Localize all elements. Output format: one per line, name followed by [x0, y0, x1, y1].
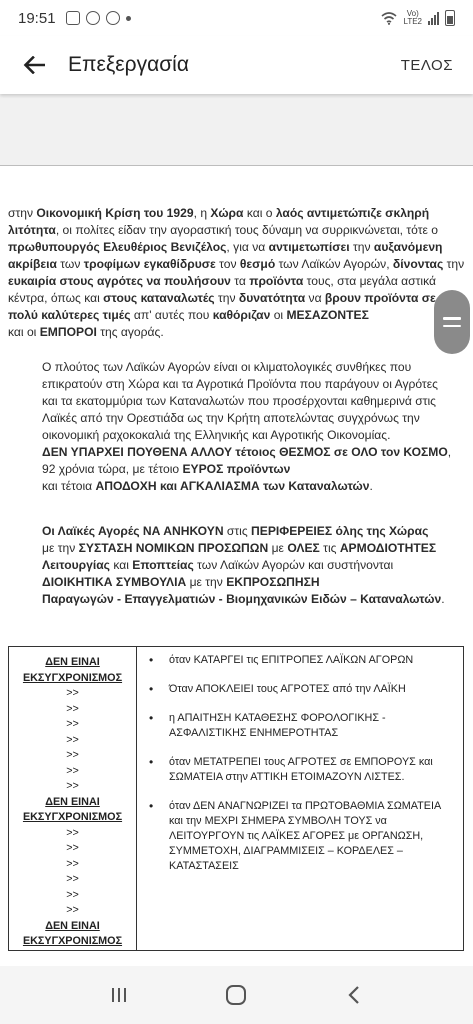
ditto-mark: >> — [66, 904, 79, 916]
condition-item: • η ΑΠΑΙΤΗΣΗ ΚΑΤΑΘΕΣΗΣ ΦΟΡΟΛΟΓΙΚΗΣ - ΑΣΦΑΛΙΣΤΙΚΗΣ ΕΝΗΜΕΡΟΤΗΤΑΣ — [147, 711, 457, 741]
bold-text-run: προϊόντα — [249, 274, 304, 288]
text-run: της αγοράς. — [96, 325, 164, 339]
bold-text-run: καθόριζαν — [212, 308, 271, 322]
left-label: ΕΚΣΥΓΧΡΟΝΙΣΜΟΣ — [22, 671, 123, 684]
text-run: τα — [230, 274, 250, 288]
bold-text-run: αυξανόμενη ακρίβεια — [8, 240, 443, 271]
paragraph-wealth — [8, 359, 466, 495]
bold-text-run: ΣΥΣΤΑΣΗ ΝΟΜΙΚΩΝ ΠΡΟΣΩΠΩΝ — [78, 541, 269, 555]
bold-text-run: αντιμετωπίσει — [268, 240, 350, 254]
text-run: των Λαϊκών Αγορών και συστήνονται — [193, 558, 394, 572]
signal-icon — [428, 11, 439, 25]
bold-text-run: ΜΕΣΑΖΟΝΤΕΣ — [286, 308, 369, 322]
text-run: 92 χρόνια τώρα, με τέτοιο — [42, 462, 183, 476]
network-label: LTE2 — [403, 17, 422, 26]
text-run: Ο πλούτος των Λαϊκών Αγορών είναι οι κλιματολογικές συνθήκες που επικρατούν στη Χώρα και τα Αγροτικά Προϊόντα που παράγουν οι Αγρότες — [42, 360, 438, 391]
text-run: και τα εκατομμύρια των Καταναλωτών που προσέρχονται καθημερινά στις Λαϊκές από την Ορεστιάδα ως την Κρήτη αποτελώντας συγχρόνως την οικονομική ραχοκοκαλιά της Ελληνικής και Αγροτικής Οικονομίας. — [42, 394, 436, 442]
ditto-mark: >> — [66, 888, 79, 901]
paragraph-crisis — [8, 205, 466, 341]
ditto-mark: >> — [66, 749, 79, 761]
text-run: και ο — [243, 206, 276, 220]
bold-text-run: Χώρα — [210, 206, 244, 220]
condition-item: • Όταν ΑΠΟΚΛΕΙΕΙ τους ΑΓΡΟΤΕΣ από την ΛΑΪΚΗ — [147, 682, 457, 697]
conditions-list — [147, 653, 457, 874]
text-run: τις — [319, 541, 340, 555]
ditto-mark: >> — [66, 780, 79, 792]
text-run: την — [214, 291, 239, 305]
editor-header-band — [0, 94, 473, 166]
condition-item: • όταν ΔΕΝ ΑΝΑΓΝΩΡΙΖΕΙ τα ΠΡΩΤΟΒΑΘΜΙΑ ΣΩΜΑΤΕΙΑ και την ΜΕΧΡΙ ΣΗΜΕΡΑ ΣΥΜΒΟΛΗ ΤΟΥΣ να ΛΕΙΤΟΥΡΓΟΥΝ τις ΛΑΪΚΕΣ ΑΓΟΡΕΣ με ΟΡΓΑΝΩΣΗ, ΣΥΜΜΕΤΟΧΗ, ΔΙΑΓΡΑΜΜΙΣΕΙΣ – ΚΟΡΔΕΛΕΣ – ΚΑΤΑΣΤΑΣΕΙΣ — [147, 799, 457, 874]
ditto-mark: >> — [66, 764, 79, 777]
text-run: οι — [270, 308, 287, 322]
text-run: τους, στα μεγάλα αστικά κέντρα, όπως και — [8, 274, 436, 305]
left-label: ΕΚΣΥΓΧΡΟΝΙΣΜΟΣ — [22, 935, 123, 947]
comparison-table — [8, 646, 464, 951]
bold-text-run: δίνοντας — [392, 257, 444, 271]
ditto-mark: >> — [66, 842, 79, 854]
bold-text-run: πρωθυπουργός Ελευθέριος Βενιζέλος — [8, 240, 227, 254]
recents-icon — [110, 986, 128, 1004]
text-run: με την — [42, 541, 79, 555]
text-run: την — [349, 240, 374, 254]
text-run: με την — [186, 575, 227, 589]
left-label: ΔΕΝ ΕΙΝΑΙ — [45, 656, 100, 668]
text-run: τον — [215, 257, 240, 271]
home-button[interactable] — [216, 975, 256, 1015]
status-bar — [0, 0, 473, 36]
text-run: , για να — [226, 240, 269, 254]
bold-text-run: Οικονομική Κρίση του 1929 — [36, 206, 194, 220]
arrow-left-icon — [23, 56, 45, 74]
text-run: να — [305, 291, 325, 305]
bold-text-run: ΕΥΡΟΣ προϊόντων — [182, 462, 291, 476]
text-run: των — [56, 257, 84, 271]
document-body[interactable] — [8, 205, 466, 608]
left-column — [9, 647, 137, 951]
wifi-icon — [381, 12, 397, 25]
condition-item: • όταν ΜΕΤΑΤΡΕΠΕΙ τους ΑΓΡΟΤΕΣ σε ΕΜΠΟΡΟΥΣ και ΣΩΜΑΤΕΙΑ στην ΑΤΤΙΚΗ ΕΤΟΙΜΑΖΟΥΝ ΛΙΣΤΕΣ. — [147, 755, 457, 785]
scroll-handle[interactable] — [434, 290, 470, 354]
text-run: με — [268, 541, 288, 555]
ditto-mark: >> — [66, 857, 79, 870]
bold-text-run: Παραγωγών - Επαγγελματιών - Βιομηχανικών Ειδών – Καταναλωτών — [42, 592, 442, 606]
left-label: ΔΕΝ ΕΙΝΑΙ — [45, 919, 100, 932]
left-label: ΕΚΣΥΓΧΡΟΝΙΣΜΟΣ — [22, 811, 123, 823]
ditto-mark: >> — [66, 733, 79, 746]
bold-text-run: ΑΡΜΟΔΙΟΤΗΤΕΣ — [339, 541, 437, 555]
bold-text-run: δυνατότητα — [238, 291, 306, 305]
text-run: , η — [193, 206, 211, 220]
gallery-icon — [66, 11, 80, 25]
back-button[interactable] — [20, 51, 48, 79]
bold-text-run: ΔΕΝ ΥΠΑΡΧΕΙ ΠΟΥΘΕΝΑ ΑΛΛΟΥ τέτοιος ΘΕΣΜΟΣ σε ΟΛΟ τον ΚΟΣΜΟ — [42, 445, 448, 459]
bold-text-run: Οι Λαϊκές Αγορές ΝΑ ΑΝΗΚΟΥΝ — [42, 524, 224, 538]
page-title: Επεξεργασία — [68, 53, 189, 76]
battery-icon — [445, 10, 455, 26]
chevron-left-icon — [347, 985, 361, 1005]
notification-icons — [66, 11, 131, 25]
nav-back-button[interactable] — [334, 975, 374, 1015]
text-run: . — [369, 479, 373, 493]
viber-icon — [86, 11, 100, 25]
bold-text-run: ΕΚΠΡΟΣΩΠΗΣΗ — [226, 575, 320, 589]
text-run: στις — [223, 524, 252, 538]
bold-text-run: ΔΙΟΙΚΗΤΙΚΑ ΣΥΜΒΟΥΛΙΑ — [42, 575, 187, 589]
recents-button[interactable] — [99, 975, 139, 1015]
status-right — [381, 10, 455, 26]
text-run: την — [443, 257, 465, 271]
paragraph-proposal — [8, 523, 466, 608]
more-notifications-icon — [126, 16, 131, 21]
done-button[interactable]: ΤΕΛΟΣ — [400, 56, 453, 74]
ditto-mark: >> — [66, 702, 79, 715]
text-run: απ' αυτές που — [130, 308, 213, 322]
text-run: και οι — [8, 325, 40, 339]
bold-text-run: Λειτουργίας — [42, 558, 110, 572]
bold-text-run: τροφίμων εγκαθίδρυσε — [83, 257, 216, 271]
bold-text-run: στους καταναλωτές — [103, 291, 215, 305]
lte-indicator: Vo) LTE2 — [403, 9, 422, 26]
ditto-mark: >> — [66, 873, 79, 885]
ditto-mark: >> — [66, 718, 79, 730]
navigation-bar — [0, 966, 473, 1024]
left-label: ΔΕΝ ΕΙΝΑΙ — [45, 795, 100, 808]
bold-text-run: ΟΛΕΣ — [287, 541, 320, 555]
home-icon — [225, 984, 247, 1006]
bold-text-run: θεσμό — [239, 257, 276, 271]
condition-item: • όταν ΚΑΤΑΡΓΕΙ τις ΕΠΙΤΡΟΠΕΣ ΛΑΪΚΩΝ ΑΓΟΡΩΝ — [147, 653, 457, 668]
text-run: και τέτοια — [42, 479, 96, 493]
ditto-mark: >> — [66, 687, 79, 699]
ditto-mark: >> — [66, 826, 79, 839]
text-run: και — [109, 558, 133, 572]
text-run: στην — [8, 206, 37, 220]
text-run: των Λαϊκών Αγορών, — [275, 257, 393, 271]
text-run: , — [447, 445, 452, 459]
bold-text-run: βρουν προϊόντα σε πολύ καλύτερες τιμές — [8, 291, 436, 322]
status-time: 19:51 — [18, 9, 56, 27]
messenger-icon — [106, 11, 120, 25]
bold-text-run: λαός αντιμετώπιζε σκληρή λιτότητα — [8, 206, 430, 237]
bold-text-run: Εποπτείας — [132, 558, 194, 572]
bold-text-run: ΑΠΟΔΟΧΗ και ΑΓΚΑΛΙΑΣΜΑ των Καταναλωτών — [95, 479, 370, 493]
app-bar — [0, 36, 473, 94]
bold-text-run: ΠΕΡΙΦΕΡΕΙΕΣ όλης της Χώρας — [251, 524, 429, 538]
text-run: . — [441, 592, 445, 606]
right-column — [137, 647, 464, 951]
bold-text-run: ΕΜΠΟΡΟΙ — [39, 325, 97, 339]
text-run: , οι πολίτες είδαν την αγοραστική τους δύναμη να συρρικνώνεται, τότε ο — [55, 223, 438, 237]
bold-text-run: ευκαιρία στους αγρότες να πουλήσουν — [8, 274, 231, 288]
